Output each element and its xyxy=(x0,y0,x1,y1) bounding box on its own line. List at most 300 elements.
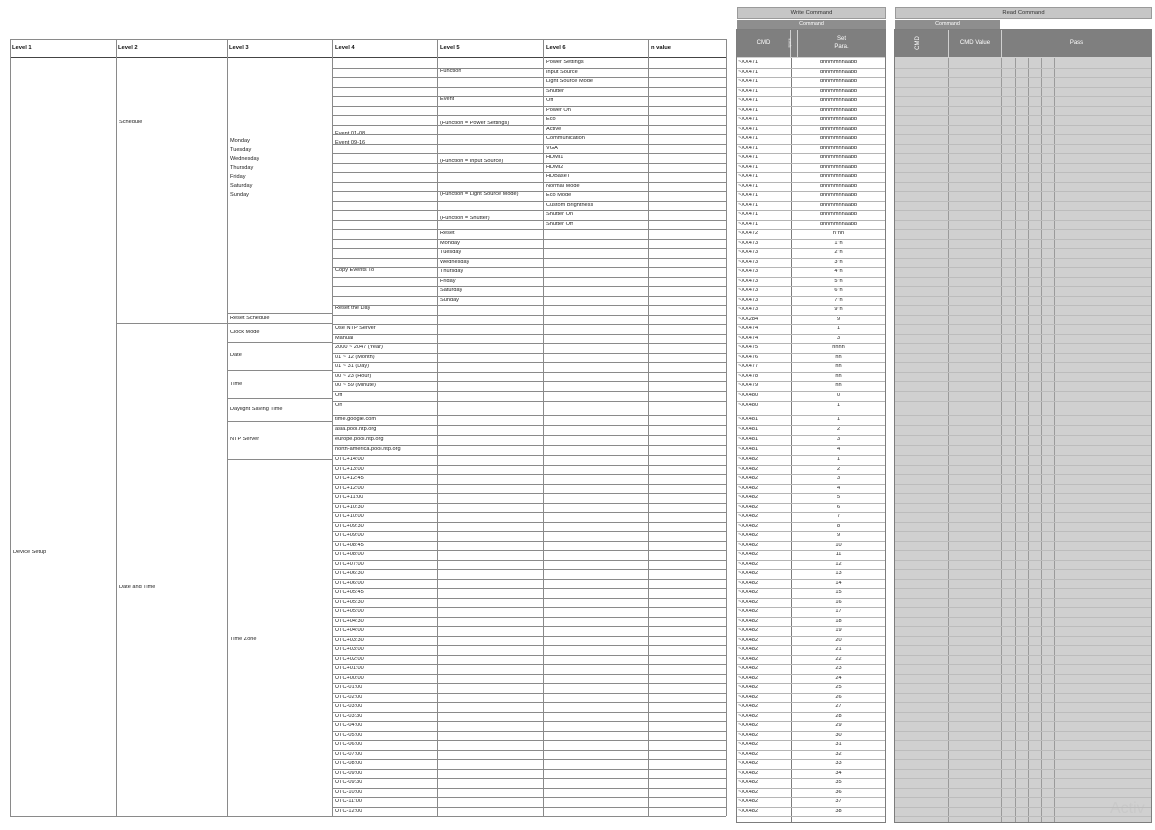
row-cmd: ~XX482 xyxy=(738,599,759,605)
time-label: Time xyxy=(230,382,243,387)
row-para: 3"n xyxy=(834,259,843,265)
row-divider-left xyxy=(333,493,726,494)
column-line xyxy=(332,39,333,816)
row-para: 7 xyxy=(836,514,841,519)
row-divider-read xyxy=(895,541,1151,542)
row-divider-read xyxy=(895,664,1151,665)
row-level4: UTC+13:00 xyxy=(335,466,364,472)
write-setpara-header: Set Para. xyxy=(798,30,885,57)
row-divider-left xyxy=(333,655,726,656)
copy-events-label: Copy Events To xyxy=(335,268,375,273)
row-divider-left xyxy=(333,788,726,789)
row-para: 3 xyxy=(836,437,841,442)
row-divider-write xyxy=(737,674,885,675)
row-cmd: ~XX482 xyxy=(738,580,759,586)
row-divider-left xyxy=(333,182,726,183)
row-divider-left xyxy=(333,664,726,665)
row-cmd: ~XX471 xyxy=(738,145,759,151)
row-divider-read xyxy=(895,239,1151,240)
row-cmd: ~XX471 xyxy=(738,193,759,198)
row-divider-read xyxy=(895,769,1151,770)
header-level1: Level 1 xyxy=(12,45,32,51)
row-divider-read xyxy=(895,324,1151,325)
row-para: 35 xyxy=(835,780,842,785)
row-divider-left xyxy=(333,324,726,325)
row-divider-write xyxy=(737,579,885,580)
fn-shutter-label: (Function = Shutter) xyxy=(440,216,490,221)
row-level5: Wednesday xyxy=(440,259,470,265)
row-divider-write xyxy=(737,277,885,278)
row-cmd: ~XX482 xyxy=(738,751,759,757)
row-divider-read xyxy=(895,731,1151,732)
row-divider-write xyxy=(737,258,885,259)
time-bottom xyxy=(227,398,333,399)
fn-power-label: (Function = Power Settings) xyxy=(440,121,510,126)
row-divider-read xyxy=(895,182,1151,183)
row-divider-write xyxy=(737,626,885,627)
row-level4: UTC+04:00 xyxy=(335,628,364,633)
row-level5: Friday xyxy=(440,278,456,284)
row-divider-write xyxy=(737,750,885,751)
row-divider-left xyxy=(333,315,726,316)
row-para: dhhmmnnaabb xyxy=(819,69,858,75)
row-level6: Light Source Mode xyxy=(546,79,593,84)
row-divider-left xyxy=(333,740,726,741)
row-para: dhhmmnnaabb xyxy=(819,221,858,227)
row-para: 11 xyxy=(835,552,842,557)
row-level4: UTC-11:00 xyxy=(335,799,362,804)
row-divider-left xyxy=(333,626,726,627)
row-para: 28 xyxy=(835,713,842,719)
row-divider-read xyxy=(895,296,1151,297)
row-para: 34 xyxy=(835,770,842,776)
row-para: 14 xyxy=(835,580,842,586)
row-para: dhhmmnnaabb xyxy=(819,79,858,84)
row-para: dhhmmnnaabb xyxy=(819,145,858,151)
row-divider-read xyxy=(895,425,1151,426)
event-label: Event xyxy=(440,97,455,102)
row-cmd: ~XX482 xyxy=(738,675,759,681)
ntp-bottom xyxy=(227,459,333,460)
row-para: dhhmmnnaabb xyxy=(819,107,858,113)
row-level6: Input Source xyxy=(546,69,578,75)
row-divider-read xyxy=(895,560,1151,561)
row-divider-read xyxy=(895,579,1151,580)
column-line xyxy=(648,39,649,816)
row-level6: Power Settings xyxy=(546,60,584,65)
row-divider-read xyxy=(895,229,1151,230)
row-divider-write xyxy=(737,153,885,154)
row-level4: 01 ~ 31 (Day) xyxy=(335,364,370,369)
row-level4: UTC-06:00 xyxy=(335,742,363,747)
row-cmd: ~XX472 xyxy=(738,231,759,236)
row-divider-read xyxy=(895,106,1151,107)
row-divider-left xyxy=(333,343,726,344)
row-level4: On xyxy=(335,403,343,408)
row-divider-write xyxy=(737,229,885,230)
row-level4: UTC+04:30 xyxy=(335,618,364,624)
row-cmd: ~XX473 xyxy=(738,240,759,246)
row-para: 3 xyxy=(836,476,841,481)
row-cmd: ~XX482 xyxy=(738,723,759,728)
row-divider-write xyxy=(737,655,885,656)
row-divider-write xyxy=(737,267,885,268)
row-cmd: ~XX482 xyxy=(738,656,759,662)
row-level4: UTC-10:00 xyxy=(335,789,363,795)
row-para: dhhmmnnaabb xyxy=(819,98,858,103)
column-line xyxy=(227,39,228,816)
row-cmd: ~XX473 xyxy=(738,278,759,284)
row-divider-left xyxy=(333,445,726,446)
row-para: dhhmmnnaabb xyxy=(819,164,858,170)
row-divider-read xyxy=(895,415,1151,416)
row-divider-write xyxy=(737,493,885,494)
row-divider-write xyxy=(737,531,885,532)
row-divider-left xyxy=(333,712,726,713)
row-divider-write xyxy=(737,286,885,287)
row-divider-left xyxy=(333,267,726,268)
row-cmd: ~XX473 xyxy=(738,269,759,274)
row-divider-read xyxy=(895,816,1151,817)
schedule-divider xyxy=(116,323,333,324)
row-level6: Eco Mode xyxy=(546,193,572,198)
row-para: 32 xyxy=(835,751,842,757)
row-cmd: ~XX471 xyxy=(738,212,759,217)
row-divider-read xyxy=(895,248,1151,249)
row-para: 9 xyxy=(836,316,841,322)
read-command-sub: Command xyxy=(895,20,1000,29)
row-para: 31 xyxy=(835,742,842,747)
row-divider-read xyxy=(895,286,1151,287)
row-level4: UTC+05:00 xyxy=(335,609,364,614)
row-divider-left xyxy=(333,334,726,335)
row-para: 21 xyxy=(835,647,842,652)
row-divider-left xyxy=(333,144,726,145)
row-divider-write xyxy=(737,163,885,164)
row-para: 1 xyxy=(836,403,841,408)
row-divider-left xyxy=(333,296,726,297)
row-cmd: ~XX284 xyxy=(738,316,759,322)
header-level3: Level 3 xyxy=(229,45,249,51)
row-divider-write xyxy=(737,683,885,684)
row-divider-read xyxy=(895,797,1151,798)
row-divider-left xyxy=(333,77,726,78)
row-divider-write xyxy=(737,172,885,173)
row-cmd: ~XX476 xyxy=(738,354,759,360)
row-level4: UTC-07:00 xyxy=(335,751,363,757)
row-divider-read xyxy=(895,807,1151,808)
header-level4: Level 4 xyxy=(335,45,355,51)
row-divider-write xyxy=(737,617,885,618)
row-divider-read xyxy=(895,172,1151,173)
row-divider-read xyxy=(895,445,1151,446)
row-level4: UTC+05:30 xyxy=(335,599,364,605)
row-divider-left xyxy=(333,465,726,466)
row-divider-read xyxy=(895,636,1151,637)
row-para: 18 xyxy=(835,618,842,624)
row-divider-left xyxy=(333,372,726,373)
row-level4: UTC+03:00 xyxy=(335,647,364,652)
row-divider-read xyxy=(895,569,1151,570)
row-cmd: ~XX471 xyxy=(738,117,759,122)
row-para: 12 xyxy=(835,561,842,567)
row-divider-write xyxy=(737,664,885,665)
row-divider-left xyxy=(333,797,726,798)
row-divider-left xyxy=(333,721,726,722)
row-cmd: ~XX471 xyxy=(738,88,759,94)
row-cmd: ~XX482 xyxy=(738,666,759,671)
row-divider-write xyxy=(737,445,885,446)
row-divider-read xyxy=(895,588,1151,589)
row-cmd: ~XX482 xyxy=(738,808,759,814)
row-divider-left xyxy=(333,484,726,485)
time-zone-label: Time Zone xyxy=(230,637,257,642)
row-para: 23 xyxy=(835,666,842,671)
row-divider-read xyxy=(895,210,1151,211)
row-divider-read xyxy=(895,522,1151,523)
row-para: dhhmmnnaabb xyxy=(819,126,858,132)
header-level2: Level 2 xyxy=(118,45,138,51)
row-level5: Saturday xyxy=(440,288,463,293)
row-para: 6 xyxy=(836,504,841,510)
row-divider-read xyxy=(895,626,1151,627)
row-level4: 00 ~ 23 (Hour) xyxy=(335,373,372,379)
activation-watermark: Activ xyxy=(1110,800,1145,817)
row-para: 16 xyxy=(835,599,842,605)
days-label: Monday Tuesday Wednesday Thursday Friday Saturday Sunday xyxy=(230,138,260,198)
row-para: dhhmmnnaabb xyxy=(819,60,858,65)
row-para: 7"n xyxy=(834,297,843,303)
row-cmd: ~XX482 xyxy=(738,533,759,538)
row-para: n"nn xyxy=(832,231,845,236)
read-cmd-header: CMD xyxy=(895,30,948,57)
column-line xyxy=(543,39,544,816)
row-cmd: ~XX481 xyxy=(738,417,759,422)
row-divider-write xyxy=(737,740,885,741)
row-para: 2 xyxy=(836,466,841,472)
row-para: 8 xyxy=(836,523,841,529)
row-divider-left xyxy=(333,693,726,694)
schedule-label: Schedule xyxy=(119,120,143,125)
row-divider-left xyxy=(333,579,726,580)
row-divider-read xyxy=(895,617,1151,618)
row-para: 4"n xyxy=(834,269,843,274)
row-divider-left xyxy=(333,415,726,416)
row-para: dhhmmnnaabb xyxy=(819,193,858,198)
column-line xyxy=(726,39,727,816)
row-divider-write xyxy=(737,201,885,202)
row-divider-write xyxy=(737,362,885,363)
row-divider-left xyxy=(333,201,726,202)
row-para: 17 xyxy=(835,609,842,614)
row-para: dhhmmnnaabb xyxy=(819,88,858,94)
row-divider-left xyxy=(333,258,726,259)
row-divider-write xyxy=(737,96,885,97)
row-level4: UTC-05:00 xyxy=(335,732,363,738)
row-divider-read xyxy=(895,96,1151,97)
row-cmd: ~XX482 xyxy=(738,495,759,500)
row-cmd: ~XX482 xyxy=(738,571,759,576)
row-level4: UTC+12:00 xyxy=(335,485,364,491)
row-cmd: ~XX482 xyxy=(738,761,759,766)
row-level4: UTC+09:00 xyxy=(335,533,364,538)
row-divider-write xyxy=(737,239,885,240)
row-cmd: ~XX482 xyxy=(738,732,759,738)
reset-the-day-label: Reset the Day xyxy=(335,306,371,311)
row-divider-left xyxy=(333,617,726,618)
row-divider-read xyxy=(895,474,1151,475)
row-level4: UTC-04:00 xyxy=(335,723,363,728)
row-cmd: ~XX474 xyxy=(738,335,759,341)
row-divider-left xyxy=(333,362,726,363)
row-divider-write xyxy=(737,503,885,504)
row-para: nn xyxy=(835,354,842,360)
date-label: Date xyxy=(230,353,242,358)
row-level4: UTC+10:30 xyxy=(335,504,364,510)
row-level6: Custom Brightness xyxy=(546,202,594,208)
device-setup-label: Device Setup xyxy=(13,550,47,555)
row-divider-read xyxy=(895,258,1151,259)
row-divider-read xyxy=(895,343,1151,344)
row-divider-left xyxy=(333,401,726,402)
row-para: 25 xyxy=(835,685,842,690)
row-level4: 01 ~ 12 (Month) xyxy=(335,354,375,360)
row-divider-read xyxy=(895,778,1151,779)
row-cmd: ~XX471 xyxy=(738,60,759,65)
row-divider-left xyxy=(333,674,726,675)
row-cmd: ~XX471 xyxy=(738,107,759,113)
row-divider-read xyxy=(895,503,1151,504)
row-cmd: ~XX471 xyxy=(738,155,759,160)
row-divider-read xyxy=(895,315,1151,316)
row-divider-write xyxy=(737,248,885,249)
row-divider-read xyxy=(895,740,1151,741)
row-level4: UTC+09:30 xyxy=(335,523,364,529)
row-para: dhhmmnnaabb xyxy=(819,117,858,122)
row-divider-write xyxy=(737,334,885,335)
row-cmd: ~XX482 xyxy=(738,647,759,652)
row-level6: Shutter Off xyxy=(546,221,573,227)
row-divider-write xyxy=(737,712,885,713)
row-divider-write xyxy=(737,778,885,779)
reset-schedule-top xyxy=(227,313,333,314)
row-para: nn xyxy=(835,373,842,379)
row-para: 38 xyxy=(835,808,842,814)
row-cmd: ~XX473 xyxy=(738,250,759,255)
row-divider-left xyxy=(333,286,726,287)
row-cmd: ~XX479 xyxy=(738,383,759,388)
row-divider-write xyxy=(737,550,885,551)
row-para: 2 xyxy=(836,427,841,432)
row-divider-write xyxy=(737,182,885,183)
row-divider-write xyxy=(737,569,885,570)
row-level4: UTC+05:45 xyxy=(335,590,364,595)
row-cmd: ~XX471 xyxy=(738,79,759,84)
row-divider-write xyxy=(737,541,885,542)
row-para: 4 xyxy=(836,447,841,452)
row-divider-write xyxy=(737,87,885,88)
row-para: 37 xyxy=(835,799,842,804)
row-divider-write xyxy=(737,474,885,475)
row-divider-read xyxy=(895,353,1151,354)
row-divider-write xyxy=(737,296,885,297)
row-level4: Use NTP Server xyxy=(335,326,376,331)
row-divider-write xyxy=(737,636,885,637)
row-divider-left xyxy=(333,807,726,808)
row-divider-read xyxy=(895,201,1151,202)
row-divider-left xyxy=(333,391,726,392)
row-para: 10 xyxy=(835,542,842,548)
row-divider-read xyxy=(895,455,1151,456)
row-cmd: ~XX477 xyxy=(738,364,759,369)
row-divider-left xyxy=(333,163,726,164)
row-cmd: ~XX482 xyxy=(738,799,759,804)
row-divider-left xyxy=(333,435,726,436)
row-cmd: ~XX473 xyxy=(738,297,759,303)
row-level4: UTC-09:00 xyxy=(335,770,363,776)
row-divider-read xyxy=(895,788,1151,789)
row-divider-left xyxy=(333,115,726,116)
row-cmd: ~XX482 xyxy=(738,542,759,548)
row-divider-left xyxy=(333,134,726,135)
row-divider-read xyxy=(895,550,1151,551)
row-divider-read xyxy=(895,512,1151,513)
row-divider-write xyxy=(737,455,885,456)
row-divider-left xyxy=(333,425,726,426)
row-divider-read xyxy=(895,674,1151,675)
row-divider-read xyxy=(895,391,1151,392)
row-divider-read xyxy=(895,77,1151,78)
row-para: 1"n xyxy=(834,240,843,246)
row-para: 13 xyxy=(835,571,842,576)
row-divider-read xyxy=(895,153,1151,154)
row-level4: 2000 ~ 2047 (Year) xyxy=(335,345,383,350)
row-divider-read xyxy=(895,115,1151,116)
row-level4: UTC+00:00 xyxy=(335,675,364,681)
row-cmd: ~XX482 xyxy=(738,780,759,785)
row-level4: 00 ~ 59 (Minute) xyxy=(335,383,376,388)
row-level6: HDBaseT xyxy=(546,174,571,179)
table-bottom xyxy=(10,816,726,817)
row-divider-write xyxy=(737,381,885,382)
row-para: 9 xyxy=(836,533,841,538)
row-divider-read xyxy=(895,607,1151,608)
row-divider-read xyxy=(895,435,1151,436)
row-level6: Shutter xyxy=(546,88,565,94)
row-cmd: ~XX482 xyxy=(738,552,759,557)
row-para: 33 xyxy=(835,761,842,766)
row-divider-left xyxy=(333,220,726,221)
reset-schedule-label: Reset Schedule xyxy=(230,316,270,321)
row-divider-write xyxy=(737,401,885,402)
row-divider-read xyxy=(895,267,1151,268)
write-space-header: space xyxy=(791,30,797,57)
row-divider-read xyxy=(895,144,1151,145)
row-divider-write xyxy=(737,324,885,325)
row-para: dhhmmnnaabb xyxy=(819,136,858,141)
row-divider-write xyxy=(737,210,885,211)
row-divider-left xyxy=(333,210,726,211)
row-divider-read xyxy=(895,362,1151,363)
row-level4: UTC-03:00 xyxy=(335,704,363,709)
row-level4: UTC-01:00 xyxy=(335,685,363,690)
row-cmd: ~XX481 xyxy=(738,427,759,432)
row-divider-left xyxy=(333,503,726,504)
row-divider-write xyxy=(737,315,885,316)
row-divider-write xyxy=(737,435,885,436)
row-divider-write xyxy=(737,807,885,808)
row-cmd: ~XX482 xyxy=(738,685,759,690)
